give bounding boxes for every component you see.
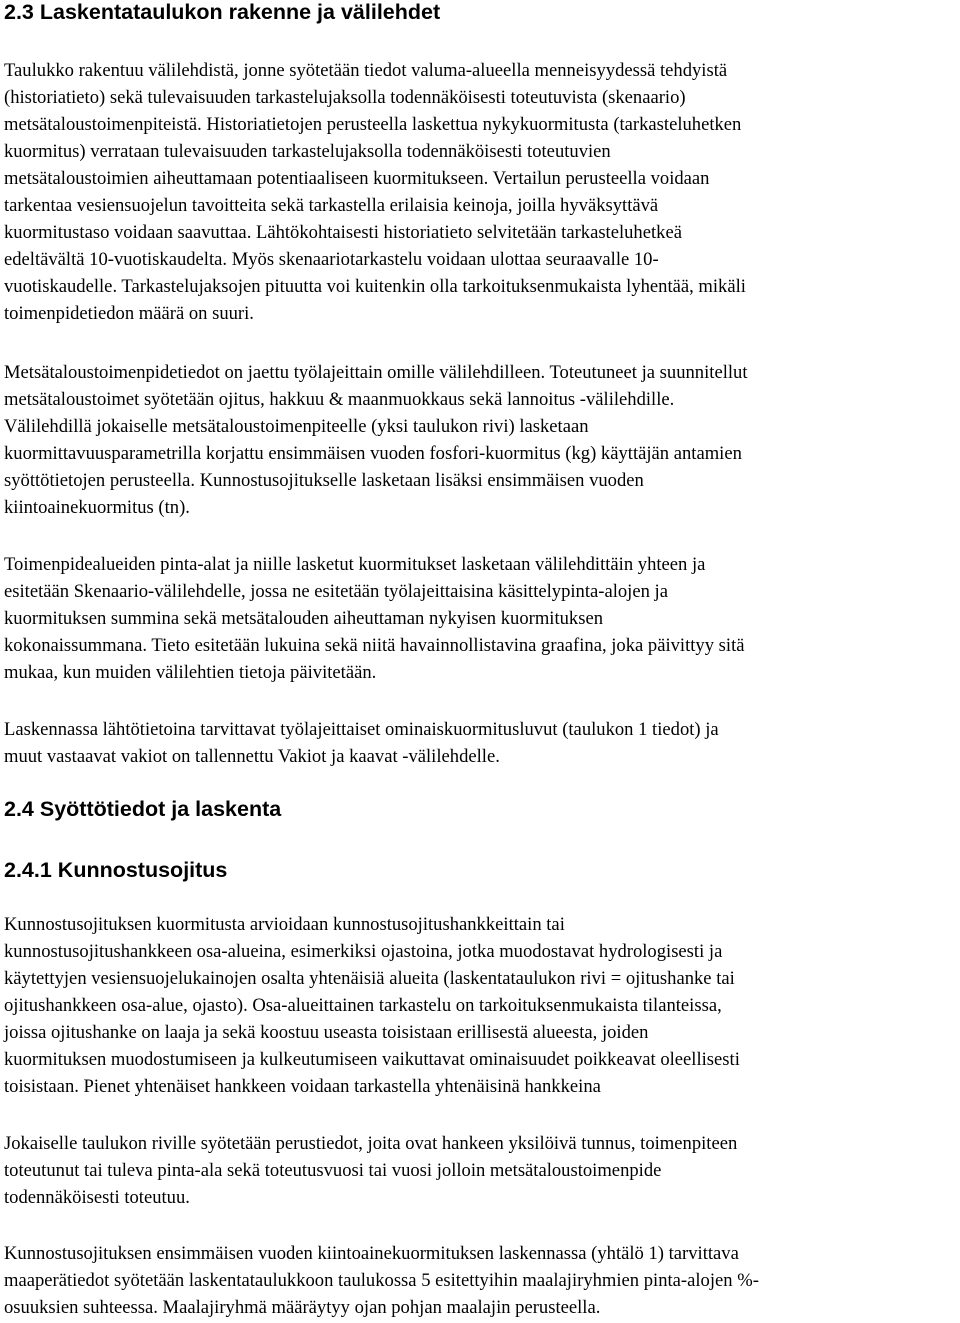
paragraph-line: muut vastaavat vakiot on tallennettu Vakiot ja kaavat -välilehdelle. [4, 746, 500, 767]
paragraph-line: osuuksien suhteessa. Maalajiryhmä määräytyy ojan pohjan maalajin perusteella. [4, 1297, 601, 1318]
paragraph-line: Välilehdillä jokaiselle metsätaloustoimenpiteelle (yksi taulukon rivi) lasketaan [4, 416, 589, 437]
paragraph-6 [4, 1130, 960, 1211]
section-heading-2-4-1: 2.4.1 Kunnostusojitus [4, 858, 228, 882]
paragraph-5 [4, 911, 960, 1100]
paragraph-line: toimenpidetiedon määrä on suuri. [4, 303, 254, 324]
paragraph-line: Laskennassa lähtötietoina tarvittavat työlajeittaiset ominaiskuormitusluvut (taulukon 1 tiedot) ja [4, 719, 719, 740]
paragraph-line: Toimenpidealueiden pinta-alat ja niille lasketut kuormitukset lasketaan välilehdittäin yhteen ja [4, 554, 706, 575]
paragraph-line: esitetään Skenaario-välilehdelle, jossa ne esitetään työlajeittaisina käsittelypinta-alojen ja [4, 581, 668, 602]
paragraph-line: Taulukko rakentuu välilehdistä, jonne syötetään tiedot valuma-alueella menneisyydessä tehdyistä [4, 60, 728, 81]
paragraph-line: kuormittavuusparametrilla korjattu ensimmäisen vuoden fosfori-kuormitus (kg) käyttäjän antamien [4, 443, 742, 464]
paragraph-line: kunnostusojitushankkeen osa-alueina, esimerkiksi ojastoina, jotka muodostavat hydrologisesti ja [4, 941, 723, 962]
paragraph-line: kuormitustaso voidaan saavuttaa. Lähtökohtaisesti historiatieto selvitetään tarkasteluhetkeä [4, 222, 682, 243]
paragraph-line: kokonaissummana. Tieto esitetään lukuina sekä niitä havainnollistavina graafina, joka päivittyy sitä [4, 635, 745, 656]
paragraph-line: metsätaloustoimet syötetään ojitus, hakkuu & maanmuokkaus sekä lannoitus -välilehdille. [4, 389, 675, 410]
paragraph-line: tarkentaa vesiensuojelun tavoitteita sekä tarkastella erilaisia keinoja, joilla hyväksyttävä [4, 195, 659, 216]
paragraph-line: kuormituksen summina sekä metsätalouden aiheuttaman nykyisen kuormituksen [4, 608, 604, 629]
paragraph-line: Metsätaloustoimenpidetiedot on jaettu työlajeittain omille välilehdilleen. Toteutuneet ja suunnitellut [4, 362, 748, 383]
paragraph-line: kiintoainekuormitus (tn). [4, 497, 190, 518]
paragraph-7 [4, 1240, 960, 1321]
paragraph-line: syöttötietojen perusteella. Kunnostusojitukselle lasketaan lisäksi ensimmäisen vuoden [4, 470, 644, 491]
paragraph-line: kuormituksen muodostumiseen ja kulkeutumiseen vaikuttavat ominaisuudet poikkeavat oleellisesti [4, 1049, 740, 1070]
paragraph-3 [4, 551, 960, 686]
paragraph-line: maaperätiedot syötetään laskentataulukkoon taulukossa 5 esitettyihin maalajiryhmien pinta-alojen %- [4, 1270, 759, 1291]
paragraph-line: toteutunut tai tuleva pinta-ala sekä toteutusvuosi tai vuosi jolloin metsätaloustoimenpide [4, 1160, 662, 1181]
paragraph-line: kuormitus) verrataan tulevaisuuden tarkastelujaksolla todennäköisesti toteutuvien [4, 141, 611, 162]
section-heading-2-4: 2.4 Syöttötiedot ja laskenta [4, 797, 282, 821]
section-heading-2-3: 2.3 Laskentataulukon rakenne ja välilehdet [4, 0, 441, 24]
paragraph-line: Kunnostusojituksen ensimmäisen vuoden kiintoainekuormituksen laskennassa (yhtälö 1) tarvittava [4, 1243, 739, 1264]
paragraph-line: vuotiskaudelle. Tarkastelujaksojen pituutta voi kuitenkin olla tarkoituksenmukaista lyhentää, mikäli [4, 276, 746, 297]
paragraph-1 [4, 57, 960, 327]
paragraph-line: Kunnostusojituksen kuormitusta arvioidaan kunnostusojitushankkeittain tai [4, 914, 565, 935]
paragraph-4 [4, 716, 960, 770]
paragraph-line: mukaa, kun muiden välilehtien tietoja päivitetään. [4, 662, 377, 683]
paragraph-line: toisistaan. Pienet yhtenäiset hankkeen voidaan tarkastella yhtenäisinä hankkeina [4, 1076, 601, 1097]
paragraph-2 [4, 359, 960, 521]
paragraph-line: joissa ojitushanke on laaja ja sekä koostuu useasta toisistaan erillisestä alueesta, joiden [4, 1022, 649, 1043]
paragraph-line: metsätaloustoimien aiheuttamaan potentiaaliseen kuormitukseen. Vertailun perusteella voidaan [4, 168, 710, 189]
paragraph-line: edeltävältä 10-vuotiskaudelta. Myös skenaariotarkastelu voidaan ulottaa seuraavalle 10- [4, 249, 659, 270]
paragraph-line: Jokaiselle taulukon riville syötetään perustiedot, joita ovat hankeen yksilöivä tunnus, toimenpiteen [4, 1133, 738, 1154]
paragraph-line: todennäköisesti toteutuu. [4, 1187, 190, 1208]
paragraph-line: ojitushankkeen osa-alue, ojasto). Osa-alueittainen tarkastelu on tarkoituksenmukaista tilanteissa, [4, 995, 722, 1016]
paragraph-line: käytettyjen vesiensuojelukainojen osalta yhtenäisiä alueita (laskentataulukon rivi = ojitushanke tai [4, 968, 735, 989]
paragraph-line: metsätaloustoimenpiteistä. Historiatietojen perusteella laskettua nykykuormitusta (tarkasteluhetken [4, 114, 742, 135]
paragraph-line: (historiatieto) sekä tulevaisuuden tarkastelujaksolla todennäköisesti toteutuvista (skenaario) [4, 87, 686, 108]
